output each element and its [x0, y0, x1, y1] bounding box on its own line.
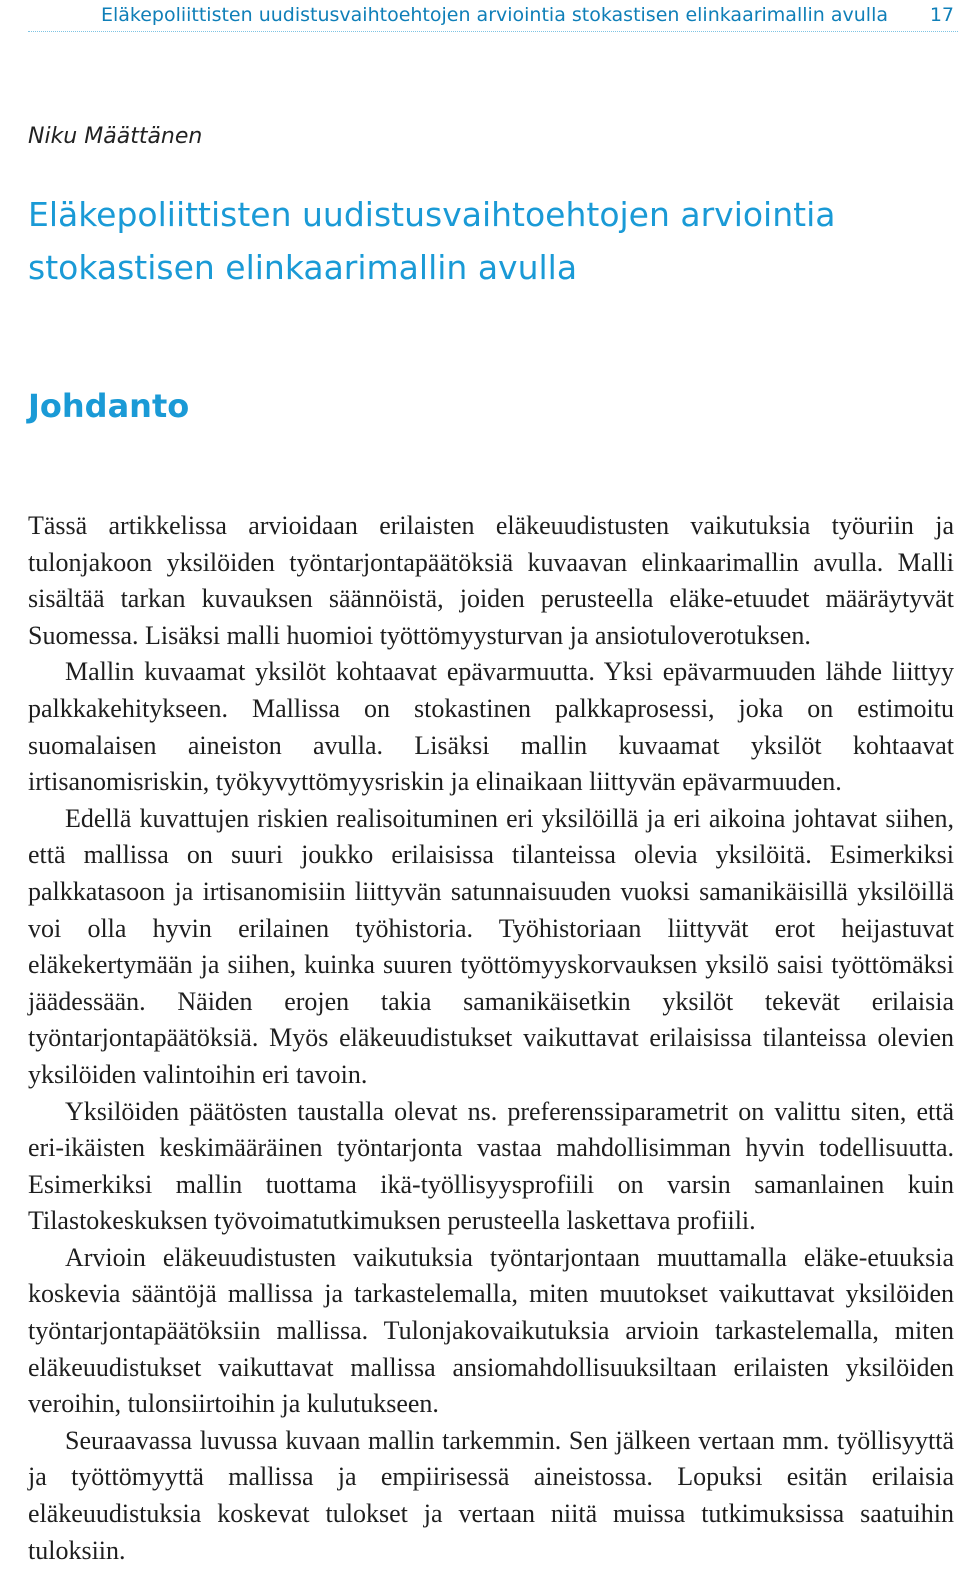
paragraph: Edellä kuvattujen riskien realisoituminen eri yksilöillä ja eri aikoina johtavat siihen, että mallissa on suuri joukko erilaisissa tilanteissa olevia yksilöitä. Esimerkiksi palkkatasoon ja irtisanomisiin liittyvän satunnaisuuden vuoksi samanikäisillä yksilöillä voi olla hyvin erilainen työhistoria. Työhistoriaan liittyvät erot heijastuvat eläkekertymään ja siihen, kuinka suuren työttömyyskorvauksen yksilö saisi työttömäksi jäädessään. Näiden erojen takia samanikäisetkin yksilöt tekevät erilaisia työntarjontapäätöksiä. Myös eläkeuudistukset vaikuttavat erilaisissa tilanteissa olevien yksilöiden valintoihin eri tavoin. — [28, 803, 954, 1089]
running-header — [28, 0, 958, 32]
paragraph: Yksilöiden päätösten taustalla olevat ns. preferenssiparametrit on valittu siten, että eri-ikäisten keskimääräinen työntarjonta vastaa mahdollisimman hyvin todellisuutta. Esimerkiksi mallin tuottama ikä-työllisyysprofiili on varsin samanlainen kuin Tilastokeskuksen työvoimatutkimuksen perusteella laskettava profiili. — [28, 1096, 954, 1236]
running-title: Eläkepoliittisten uudistusvaihtoehtojen arviointia stokastisen elinkaarimallin avulla — [100, 4, 888, 26]
article-title-line-1: Eläkepoliittisten uudistusvaihtoehtojen arviointia — [28, 195, 836, 234]
paragraph: Arvioin eläkeuudistusten vaikutuksia työntarjontaan muuttamalla eläke-etuuksia koskevia sääntöjä mallissa ja tarkastelemalla, miten muutokset vaikuttavat yksilöiden työntarjontapäätöksiin mallissa. Tulonjakovaikutuksia arvioin tarkastelemalla, miten eläkeuudistukset vaikuttavat mallissa ansiomahdollisuuksiltaan erilaisten yksilöiden veroihin, tulonsiirtoihin ja kulutukseen. — [28, 1242, 954, 1419]
paragraph: Mallin kuvaamat yksilöt kohtaavat epävarmuutta. Yksi epävarmuuden lähde liittyy palkkakehitykseen. Mallissa on stokastinen palkkaprosessi, joka on estimoitu suomalaisen aineiston avulla. Lisäksi mallin kuvaamat yksilöt kohtaavat irtisanomisriskin, työkyvyttömyysriskin ja elinaikaan liittyvän epävarmuuden. — [28, 657, 954, 797]
body-text — [28, 508, 954, 1569]
article-title — [28, 188, 928, 294]
article-title-line-2: stokastisen elinkaarimallin avulla — [28, 248, 578, 287]
page-number: 17 — [929, 4, 954, 26]
author-name: Niku Määttänen — [28, 124, 203, 149]
section-heading: Johdanto — [28, 387, 190, 425]
paragraph: Tässä artikkelissa arvioidaan erilaisten eläkeuudistusten vaikutuksia työuriin ja tulonjakoon yksilöiden työntarjontapäätöksiä kuvaavan elinkaarimallin avulla. Malli sisältää tarkan kuvauksen säännöistä, joiden perusteella eläke-etuudet määräytyvät Suomessa. Lisäksi malli huomioi työttömyysturvan ja ansiotuloverotuksen. — [28, 511, 954, 650]
paragraph: Seuraavassa luvussa kuvaan mallin tarkemmin. Sen jälkeen vertaan mm. työllisyyttä ja työttömyyttä mallissa ja empiirisessä aineistossa. Lopuksi esitän erilaisia eläkeuudistuksia koskevat tulokset ja vertaan niitä muissa tutkimuksissa saatuihin tuloksiin. — [28, 1425, 954, 1565]
